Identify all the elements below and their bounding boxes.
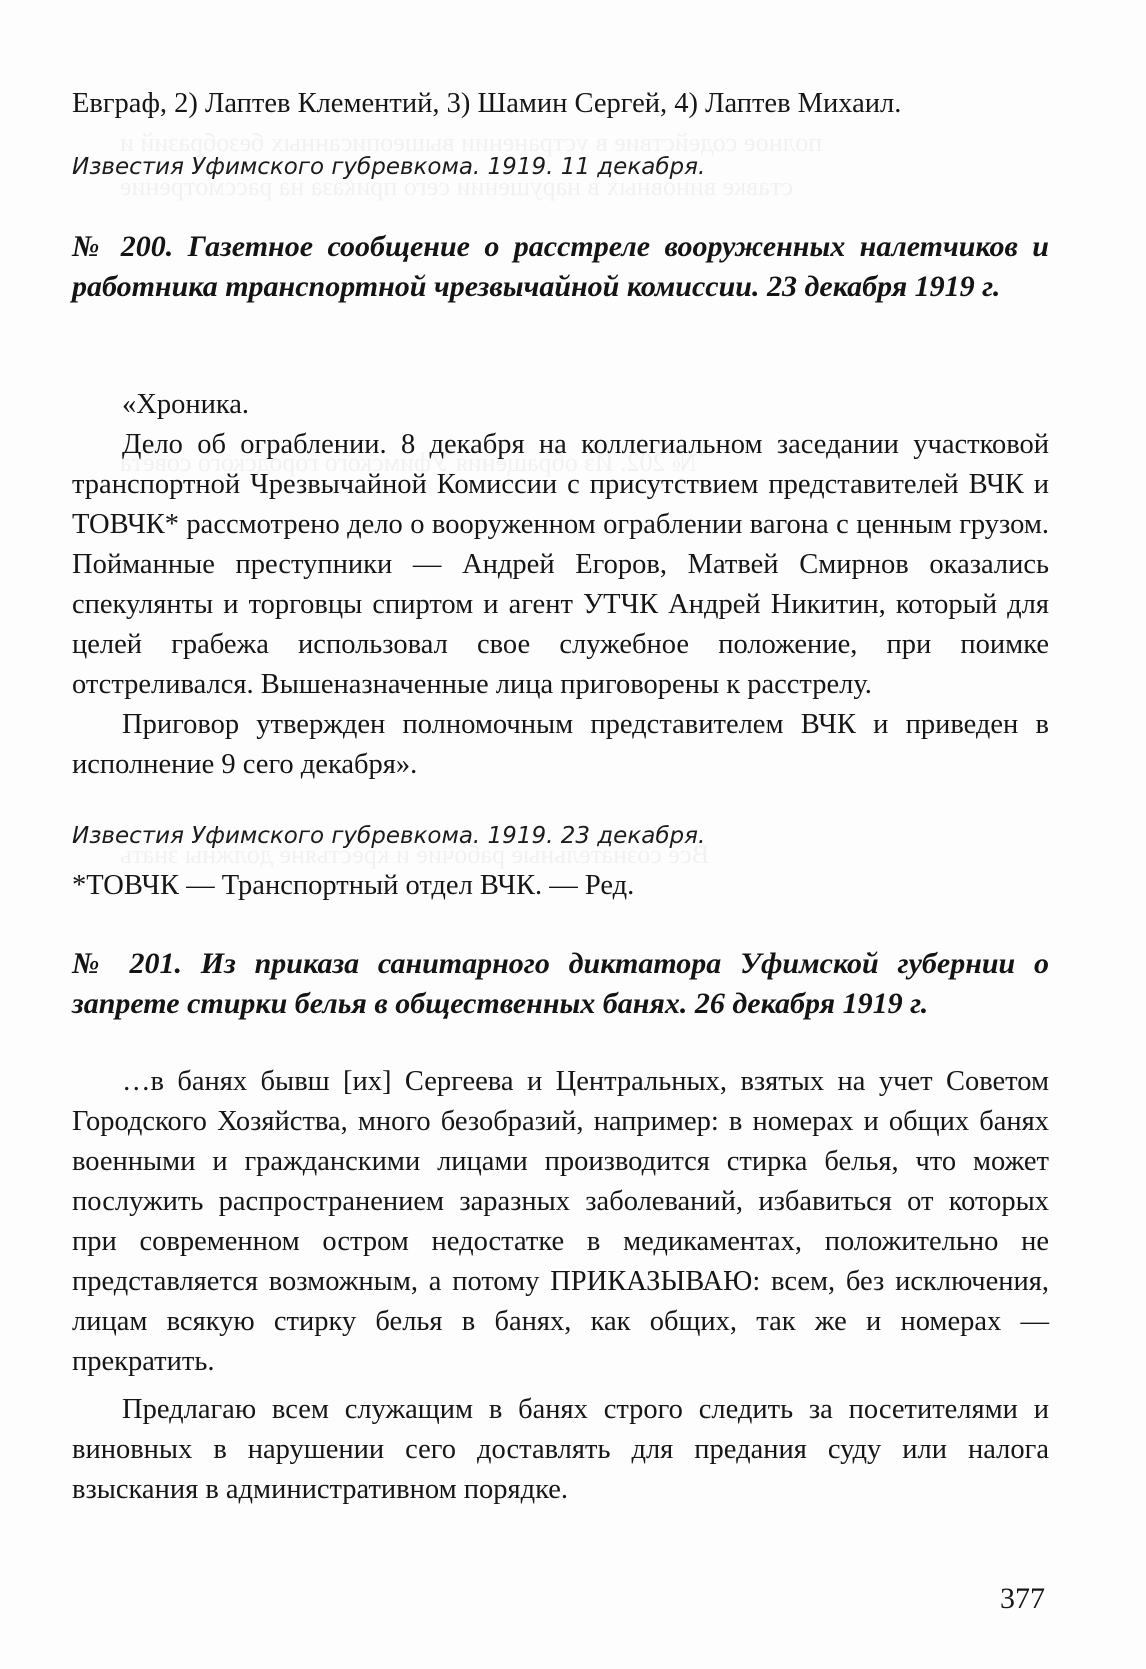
intro-block bbox=[72, 84, 1049, 124]
source-block-2 bbox=[72, 820, 1049, 852]
document-heading-200: № 200. Газетное сообщение о расстреле вооруженных налетчиков и работника транспортной чрезвычайной комиссии. 23 декабря 1919 г. bbox=[72, 230, 1049, 303]
page-number: 377 bbox=[1000, 1582, 1045, 1615]
source-block-1 bbox=[72, 151, 1049, 183]
source-citation: Известия Уфимского губревкома. 1919. 11 декабря. bbox=[72, 154, 706, 180]
document-heading-201: № 201. Из приказа санитарного диктатора Уфимской губернии о запрете стирки белья в общественных банях. 26 декабря 1919 г. bbox=[72, 947, 1049, 1020]
paragraph: Предлагаю всем служащим в банях строго следить за посетителями и виновных в нарушении сего доставлять для предания суду или налога взыскания в административном порядке. bbox=[72, 1394, 1049, 1505]
intro-line: Евграф, 2) Лаптев Клементий, 3) Шамин Сергей, 4) Лаптев Михаил. bbox=[72, 88, 902, 119]
paragraph: Дело об ограблении. 8 декабря на коллегиальном заседании участковой транспортной Чрезвычайной Комиссии с присутствием представителей ВЧК и ТОВЧК* рассмотрено дело о вооруженном ограблении вагона с ценным грузом. Пойманные преступники — Андрей Егоров, Матвей Смирнов оказались спекулянты и торговцы спиртом и агент УТЧК Андрей Никитин, который для целей грабежа использовал свое служебное положение, при поимке отстреливался. Вышеназначенные лица приговорены к расстрелу. bbox=[72, 429, 1049, 700]
doc-200-body bbox=[72, 385, 1049, 785]
footnote-block bbox=[72, 866, 1049, 906]
paragraph: Приговор утвержден полномочным представителем ВЧК и приведен в исполнение 9 сего декабря». bbox=[72, 709, 1049, 780]
footnote: *ТОВЧК — Транспортный отдел ВЧК. — Ред. bbox=[72, 870, 635, 901]
paragraph: …в банях бывш [их] Сергеева и Центральных, взятых на учет Советом Городского Хозяйства, много безобразий, например: в номерах и общих банях военными и гражданскими лицами производится стирка белья, что может послужить распространением заразных заболеваний, избавиться от которых при современном остром недостатке в медикаментах, положительно не представляется возможным, а потому ПРИКАЗЫВАЮ: всем, без исключения, лицам всякую стирку белья в банях, как общих, так же и номерах — прекратить. bbox=[72, 1066, 1049, 1377]
source-citation: Известия Уфимского губревкома. 1919. 23 декабря. bbox=[72, 823, 706, 849]
doc-200-heading-block bbox=[72, 227, 1049, 307]
paragraph: «Хроника. bbox=[122, 389, 250, 420]
doc-201-body bbox=[72, 1062, 1049, 1510]
doc-201-heading-block bbox=[72, 944, 1049, 1024]
